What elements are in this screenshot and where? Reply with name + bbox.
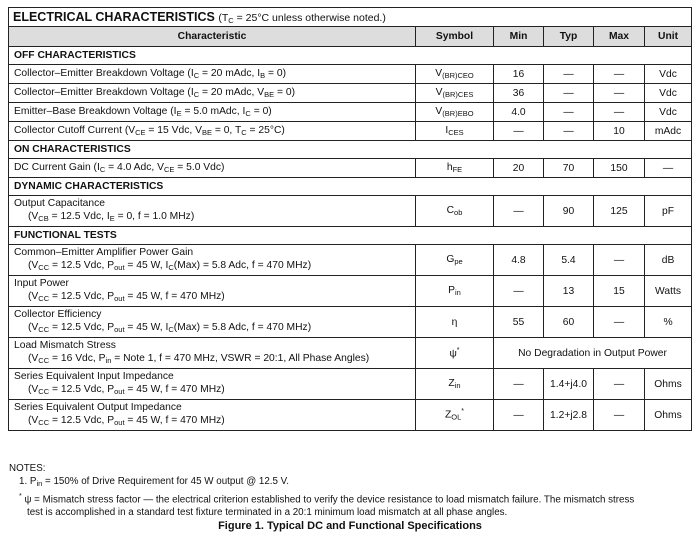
max-cell: 150 xyxy=(594,159,645,178)
characteristic-name: Series Equivalent Input Impedance xyxy=(14,371,174,382)
unit-cell: % xyxy=(645,307,692,338)
characteristic-name: Input Power xyxy=(14,278,69,289)
min-cell: 20 xyxy=(494,159,544,178)
max-cell: — xyxy=(594,103,645,122)
notes-heading: NOTES: xyxy=(9,463,46,474)
characteristic-name: Series Equivalent Output Impedance xyxy=(14,402,182,413)
header-min: Min xyxy=(494,27,544,47)
characteristic-name: DC Current Gain ($I_C = 4.0$ Adc, $V_{CE} = 5.0$ Vdc) xyxy=(14,161,225,174)
typ-cell: 1.2+j2.8 xyxy=(544,400,594,431)
symbol-cell: $Z_{OL}^*$ xyxy=(416,400,494,431)
table-row xyxy=(9,196,692,227)
typ-cell: 60 xyxy=(544,307,594,338)
table-title xyxy=(9,8,692,27)
note-1: 1. $P_{in} = 150\%$ of Drive Requirement for 45 W output @ 12.5 V. xyxy=(19,476,290,488)
unit-cell: pF xyxy=(645,196,692,227)
table-row xyxy=(9,369,692,400)
characteristic-name: Emitter–Base Breakdown Voltage ($I_E = 5.0$ mAdc, $I_C = 0$) xyxy=(14,105,272,118)
test-conditions: ($V_{CC} = 12.5$ Vdc, $P_{out} = 45$ W, f = 470 MHz) xyxy=(28,415,225,427)
typ-cell: — xyxy=(544,103,594,122)
table-row xyxy=(9,245,692,276)
characteristic-cell xyxy=(9,307,416,338)
electrical-characteristics-table xyxy=(8,7,692,431)
symbol-cell: $V_{(BR)EBO}$ xyxy=(416,103,494,122)
notes-block xyxy=(9,462,689,519)
symbol-cell: $C_{ob}$ xyxy=(416,196,494,227)
typ-cell: 13 xyxy=(544,276,594,307)
typ-cell: — xyxy=(544,65,594,84)
max-cell: 15 xyxy=(594,276,645,307)
note-2-line-1: * ψ = Mismatch stress factor — the electrical criterion established to verify the device resistance to load mismatch failure. The mismatch stress xyxy=(19,493,635,506)
max-cell: — xyxy=(594,84,645,103)
symbol-cell: $P_{in}$ xyxy=(416,276,494,307)
section-row xyxy=(9,47,692,65)
header-max: Max xyxy=(594,27,645,47)
typ-cell: 5.4 xyxy=(544,245,594,276)
section-title: FUNCTIONAL TESTS xyxy=(9,227,692,245)
header-typ: Typ xyxy=(544,27,594,47)
unit-cell: Ohms xyxy=(645,369,692,400)
test-conditions: ($V_{CB} = 12.5$ Vdc, $I_E = 0$, f = 1.0 MHz) xyxy=(28,211,195,223)
min-cell: — xyxy=(494,196,544,227)
typ-cell: — xyxy=(544,122,594,141)
table-row xyxy=(9,103,692,122)
characteristic-name: Collector Cutoff Current ($V_{CE} = 15$ Vdc, $V_{BE} = 0$, $T_C = 25^\circ C$) xyxy=(14,124,285,137)
unit-cell: Watts xyxy=(645,276,692,307)
unit-cell: Ohms xyxy=(645,400,692,431)
symbol-cell: ψ* xyxy=(416,338,494,369)
unit-cell: Vdc xyxy=(645,65,692,84)
symbol-cell: η xyxy=(416,307,494,338)
characteristic-name: Collector–Emitter Breakdown Voltage ($I_C = 20$ mAdc, $V_{BE} = 0$) xyxy=(14,86,296,99)
min-cell: 4.0 xyxy=(494,103,544,122)
section-row xyxy=(9,178,692,196)
table-row xyxy=(9,307,692,338)
symbol-cell: $G_{pe}$ xyxy=(416,245,494,276)
characteristic-cell xyxy=(9,122,416,141)
test-conditions: ($V_{CC} = 12.5$ Vdc, $P_{out} = 45$ W, $I_C(Max) = 5.8$ Adc, f = 470 MHz) xyxy=(28,322,312,334)
min-cell: — xyxy=(494,400,544,431)
characteristic-name: Collector Efficiency xyxy=(14,309,102,320)
characteristic-cell xyxy=(9,159,416,178)
symbol-cell: $h_{FE}$ xyxy=(416,159,494,178)
unit-cell: Vdc xyxy=(645,103,692,122)
unit-cell: Vdc xyxy=(645,84,692,103)
characteristic-name: Output Capacitance xyxy=(14,198,106,209)
min-cell: 16 xyxy=(494,65,544,84)
characteristic-cell xyxy=(9,84,416,103)
table-title-row xyxy=(9,8,692,27)
table-row xyxy=(9,400,692,431)
max-cell: — xyxy=(594,65,645,84)
min-cell: — xyxy=(494,369,544,400)
unit-cell: — xyxy=(645,159,692,178)
table-row xyxy=(9,338,692,369)
merged-value-cell: No Degradation in Output Power xyxy=(494,338,692,369)
max-cell: 125 xyxy=(594,196,645,227)
test-conditions: ($V_{CC} = 16$ Vdc, $P_{in}$ = Note 1, f = 470 MHz, VSWR = 20:1, All Phase Angles) xyxy=(28,353,370,365)
header-unit: Unit xyxy=(645,27,692,47)
header-symbol: Symbol xyxy=(416,27,494,47)
unit-cell: mAdc xyxy=(645,122,692,141)
max-cell: — xyxy=(594,245,645,276)
header-row xyxy=(9,27,692,47)
min-cell: 55 xyxy=(494,307,544,338)
characteristic-name: Collector–Emitter Breakdown Voltage ($I_C = 20$ mAdc, $I_B = 0$) xyxy=(14,67,286,80)
table-row xyxy=(9,122,692,141)
symbol-cell: $I_{CES}$ xyxy=(416,122,494,141)
min-cell: — xyxy=(494,276,544,307)
test-conditions: ($V_{CC} = 12.5$ Vdc, $P_{out} = 45$ W, f = 470 MHz) xyxy=(28,384,225,396)
note-2-line-2: test is accomplished in a standard test fixture terminated in a 20:1 minimum load mismatch at all phase angles. xyxy=(27,507,508,519)
test-conditions: ($V_{CC} = 12.5$ Vdc, $P_{out} = 45$ W, $I_C(Max) = 5.8$ Adc, f = 470 MHz) xyxy=(28,260,312,272)
typ-cell: 1.4+j4.0 xyxy=(544,369,594,400)
table-row xyxy=(9,84,692,103)
max-cell: — xyxy=(594,369,645,400)
typ-cell: 90 xyxy=(544,196,594,227)
characteristic-cell xyxy=(9,400,416,431)
characteristic-cell xyxy=(9,276,416,307)
characteristic-name: Load Mismatch Stress xyxy=(14,340,116,351)
table-row xyxy=(9,159,692,178)
characteristic-cell xyxy=(9,65,416,84)
symbol-cell: $Z_{in}$ xyxy=(416,369,494,400)
section-row xyxy=(9,141,692,159)
section-row xyxy=(9,227,692,245)
table-title-main: ELECTRICAL CHARACTERISTICS xyxy=(13,9,215,24)
typ-cell: — xyxy=(544,84,594,103)
max-cell: 10 xyxy=(594,122,645,141)
characteristic-cell xyxy=(9,338,416,369)
test-conditions: ($V_{CC} = 12.5$ Vdc, $P_{out} = 45$ W, f = 470 MHz) xyxy=(28,291,225,303)
characteristic-name: Common–Emitter Amplifier Power Gain xyxy=(14,247,194,258)
table-row xyxy=(9,65,692,84)
section-title: DYNAMIC CHARACTERISTICS xyxy=(9,178,692,196)
symbol-cell: $V_{(BR)CEO}$ xyxy=(416,65,494,84)
min-cell: — xyxy=(494,122,544,141)
min-cell: 4.8 xyxy=(494,245,544,276)
min-cell: 36 xyxy=(494,84,544,103)
table-row xyxy=(9,276,692,307)
characteristic-cell xyxy=(9,103,416,122)
characteristic-cell xyxy=(9,369,416,400)
figure-caption: Figure 1. Typical DC and Functional Specifications xyxy=(218,520,482,532)
symbol-cell: $V_{(BR)CES}$ xyxy=(416,84,494,103)
section-title: ON CHARACTERISTICS xyxy=(9,141,692,159)
typ-cell: 70 xyxy=(544,159,594,178)
max-cell: — xyxy=(594,400,645,431)
section-title: OFF CHARACTERISTICS xyxy=(9,47,692,65)
table-title-conditions: ($T_C = 25^\circ C$ unless otherwise noted.) xyxy=(218,11,386,25)
characteristic-cell xyxy=(9,245,416,276)
unit-cell: dB xyxy=(645,245,692,276)
characteristic-cell xyxy=(9,196,416,227)
header-characteristic: Characteristic xyxy=(9,27,416,47)
max-cell: — xyxy=(594,307,645,338)
